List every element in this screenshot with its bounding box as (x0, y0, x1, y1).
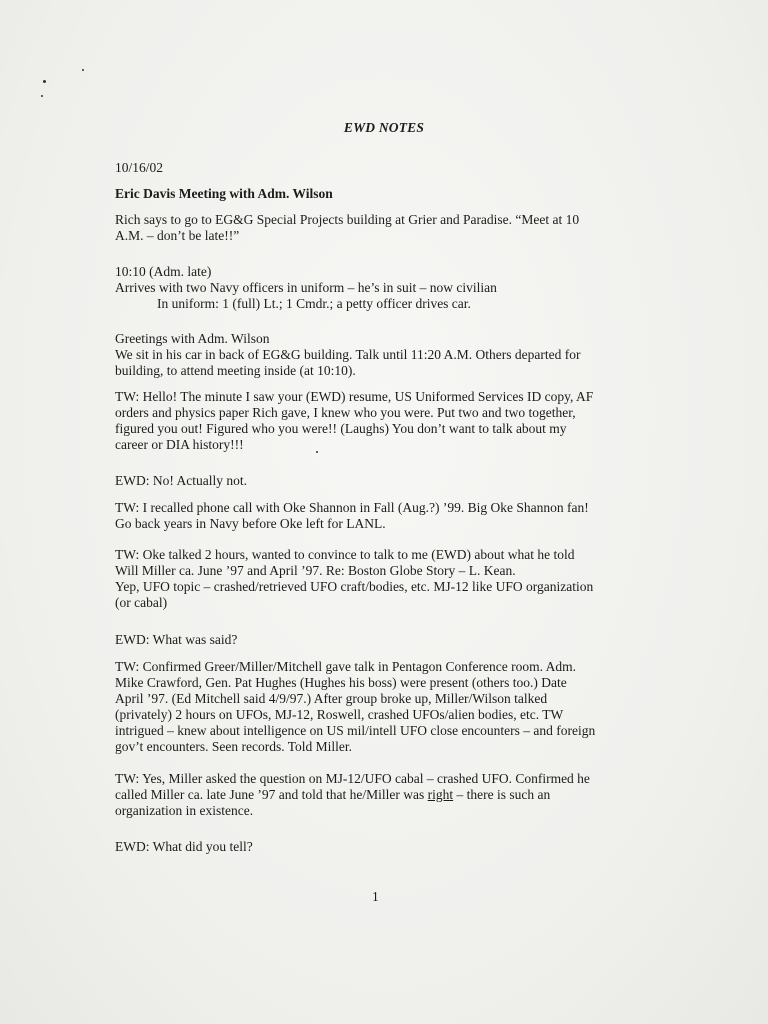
text-line: gov’t encounters. Seen records. Told Miller. (115, 739, 353, 754)
paragraph-arrival (115, 264, 655, 312)
text-line: EWD: What was said? (115, 632, 238, 647)
scan-speck (82, 69, 84, 71)
text-line: (or cabal) (115, 595, 168, 610)
text-line: (privately) 2 hours on UFOs, MJ-12, Roswell, crashed UFOs/alien bodies, etc. TW (115, 707, 564, 722)
text-line: Go back years in Navy before Oke left for LANL. (115, 516, 386, 531)
text-line: EWD: What did you tell? (115, 839, 253, 854)
text-line: TW: I recalled phone call with Oke Shannon in Fall (Aug.?) ’99. Big Oke Shannon fan! (115, 500, 589, 515)
text-line: TW: Hello! The minute I saw your (EWD) resume, US Uniformed Services ID copy, AF (115, 389, 594, 404)
paragraph-ewd-what-said (115, 632, 655, 648)
text-line: TW: Confirmed Greer/Miller/Mitchell gave talk in Pentagon Conference room. Adm. (115, 659, 576, 674)
text-line: organization in existence. (115, 803, 254, 818)
text-line: April ’97. (Ed Mitchell said 4/9/97.) After group broke up, Miller/Wilson talked (115, 691, 548, 706)
text-line: TW: Yes, Miller asked the question on MJ-12/UFO cabal – crashed UFO. Confirmed he (115, 771, 590, 786)
paragraph-ewd-no (115, 473, 655, 489)
paragraph-ewd-what-tell (115, 839, 655, 855)
scan-speck (41, 95, 43, 97)
paragraph-greetings (115, 331, 655, 379)
document-title: EWD NOTES (343, 120, 425, 135)
text-line: figured you out! Figured who you were!! (Laughs) You don’t want to talk about my (115, 421, 567, 436)
text-line: Mike Crawford, Gen. Pat Hughes (Hughes his boss) were present (others too.) Date (115, 675, 567, 690)
text-line: orders and physics paper Rich gave, I knew who you were. Put two and two together, (115, 405, 576, 420)
text-line: TW: Oke talked 2 hours, wanted to convince to talk to me (EWD) about what he told (115, 547, 575, 562)
text-line: career or DIA history!!! (115, 437, 244, 452)
meeting-heading: Eric Davis Meeting with Adm. Wilson (115, 186, 333, 201)
text-line-with-underline (115, 787, 655, 803)
text-line: EWD: No! Actually not. (115, 473, 247, 488)
text-line: Greetings with Adm. Wilson (115, 331, 270, 346)
paragraph-rich-instructions (115, 212, 655, 244)
text-segment: called Miller ca. late June ’97 and told that he/Miller was (115, 787, 428, 802)
text-line: We sit in his car in back of EG&G building. Talk until 11:20 A.M. Others departed for (115, 347, 581, 362)
text-line: Yep, UFO topic – crashed/retrieved UFO craft/bodies, etc. MJ-12 like UFO organization (115, 579, 594, 594)
paragraph-tw-oke-talked (115, 547, 655, 611)
text-segment: – there is such an (453, 787, 551, 802)
paragraph-tw-confirmed (115, 659, 655, 755)
text-line-indented: In uniform: 1 (full) Lt.; 1 Cmdr.; a petty officer drives car. (157, 296, 471, 311)
text-line: Will Miller ca. June ’97 and April ’97. Re: Boston Globe Story – L. Kean. (115, 563, 516, 578)
text-line: building, to attend meeting inside (at 10:10). (115, 363, 356, 378)
text-line: Arrives with two Navy officers in uniform – he’s in suit – now civilian (115, 280, 497, 295)
text-line: Rich says to go to EG&G Special Projects building at Grier and Paradise. “Meet at 10 (115, 212, 580, 227)
text-line: A.M. – don’t be late!!” (115, 228, 240, 243)
document-date: 10/16/02 (115, 160, 164, 175)
text-line: intrigued – knew about intelligence on US mil/intell UFO close encounters – and foreign (115, 723, 596, 738)
page-number: 1 (372, 889, 379, 904)
text-line: 10:10 (Adm. late) (115, 264, 212, 279)
underlined-word: right (427, 787, 454, 802)
scan-speck (43, 80, 46, 83)
paragraph-tw-yes-miller (115, 771, 655, 819)
paragraph-tw-oke-call (115, 500, 655, 532)
paragraph-tw-hello (115, 389, 655, 453)
